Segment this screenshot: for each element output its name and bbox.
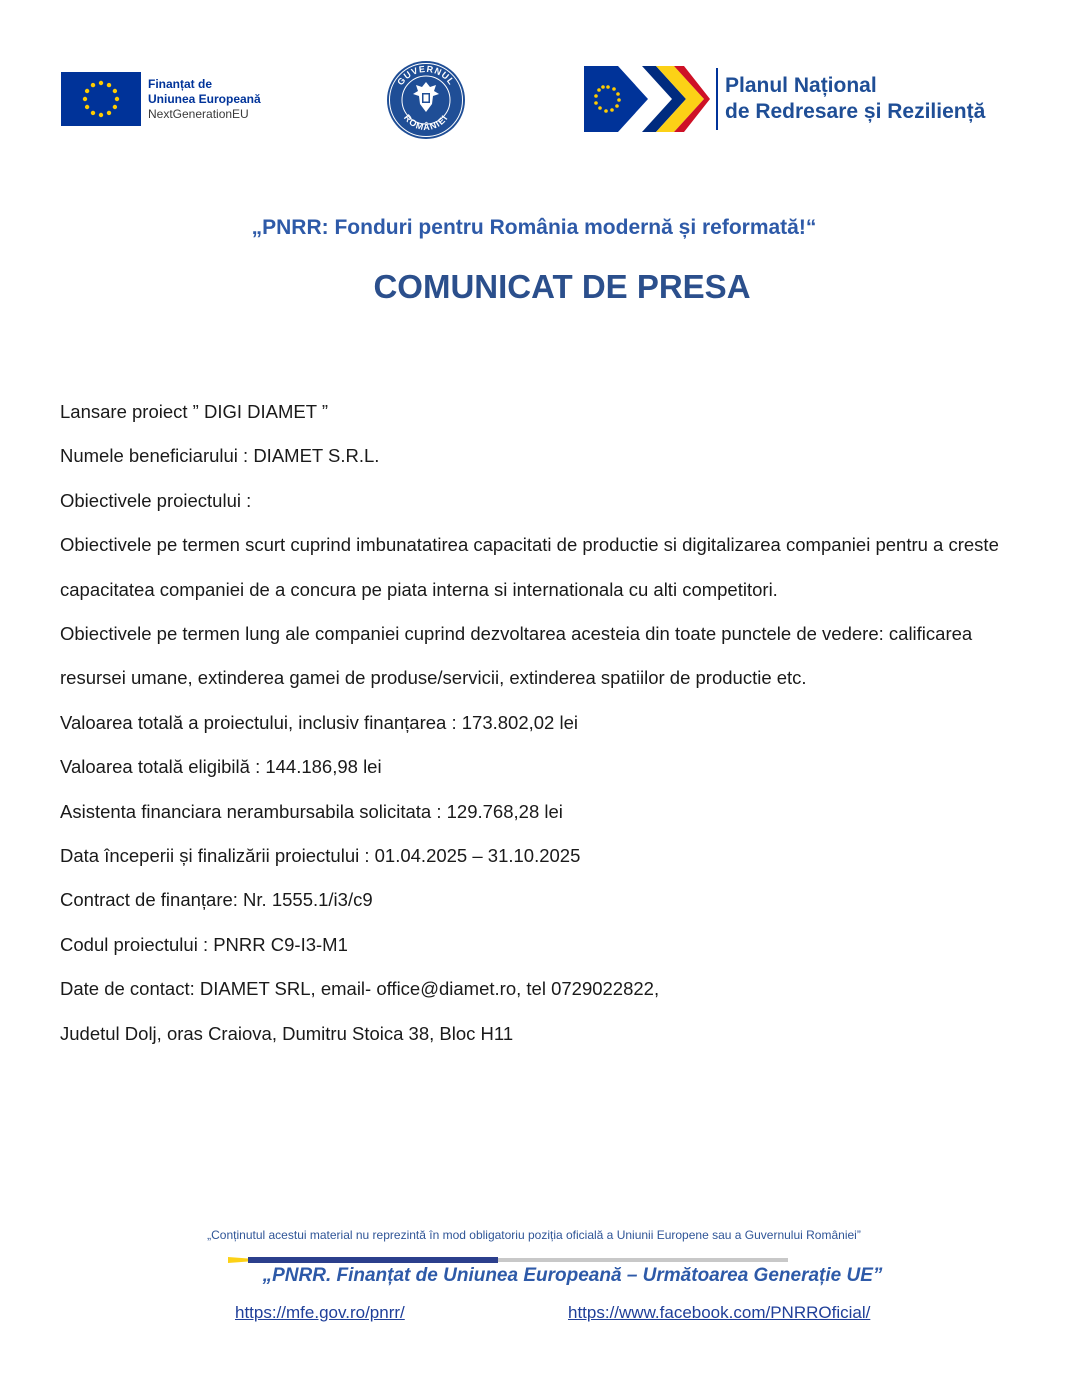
eu-logo-text bbox=[148, 77, 261, 122]
footer-slogan: „PNRR. Finanțat de Uniunea Europeană – Următoarea Generație UE” bbox=[262, 1265, 883, 1286]
seal-top-text: GUVERNUL bbox=[395, 63, 457, 88]
eu-flag-icon bbox=[61, 72, 141, 126]
mfe-pnrr-link[interactable]: https://mfe.gov.ro/pnrr/ bbox=[235, 1303, 405, 1322]
pnrr-flag-arrows-icon bbox=[584, 64, 710, 134]
pnrr-logo-text bbox=[725, 73, 985, 125]
footer-divider bbox=[228, 1250, 788, 1256]
eu-logo-line1: Finanțat de bbox=[148, 76, 213, 91]
pnrr-slogan: „PNRR: Fonduri pentru România modernă și reformată!“ bbox=[251, 216, 817, 239]
address: Judetul Dolj, oras Craiova, Dumitru Stoica 38, Bloc H11 bbox=[60, 1022, 514, 1044]
total-value: Valoarea totală a proiectului, inclusiv finanțarea : 173.802,02 lei bbox=[60, 711, 578, 733]
beneficiary: Numele beneficiarului : DIAMET S.R.L. bbox=[60, 445, 380, 467]
page-title: COMUNICAT DE PRESA bbox=[373, 268, 751, 305]
objectives-short-term: Obiectivele pe termen scurt cuprind imbunatatirea capacitati de productie si digitalizarea companiei pentru a creste capacitatea companiei de a concura pe piata interna si internationala cu alti competitori. bbox=[60, 534, 999, 600]
government-seal-icon bbox=[386, 60, 466, 140]
facebook-pnrr-link[interactable]: https://www.facebook.com/PNRROficial/ bbox=[568, 1303, 871, 1322]
contact-details: Date de contact: DIAMET SRL, email- office@diamet.ro, tel 0729022822, bbox=[60, 978, 660, 1000]
pnrr-logo bbox=[584, 64, 985, 134]
pnrr-logo-line1: Planul Național bbox=[725, 74, 877, 97]
eu-logo-line3: NextGenerationEU bbox=[148, 106, 249, 121]
project-name: Lansare proiect ” DIGI DIAMET ” bbox=[60, 401, 328, 422]
financing-contract: Contract de finanțare: Nr. 1555.1/i3/c9 bbox=[60, 889, 373, 911]
eu-logo-line2: Uniunea Europeană bbox=[148, 91, 261, 106]
project-code: Codul proiectului : PNRR C9-I3-M1 bbox=[60, 933, 348, 955]
press-release-body bbox=[60, 390, 1020, 1056]
eu-funding-logo bbox=[61, 72, 261, 126]
eligible-value: Valoarea totală eligibilă : 144.186,98 lei bbox=[60, 756, 382, 778]
pnrr-divider bbox=[716, 68, 718, 130]
project-dates: Data începerii și finalizării proiectului : 01.04.2025 – 31.10.2025 bbox=[60, 845, 581, 867]
footer-disclaimer: „Conținutul acestui material nu reprezintă în mod obligatoriu poziția oficială a Uniunii Europene sau a Guvernului României” bbox=[207, 1228, 861, 1242]
objectives-long-term: Obiectivele pe termen lung ale companiei cuprind dezvoltarea acesteia din toate punctele de vedere: calificarea resursei umane, extinderea gamei de produse/servicii, extinderea spatiilor de productie etc. bbox=[60, 623, 973, 689]
pnrr-logo-line2: de Redresare și Reziliență bbox=[725, 100, 986, 123]
government-seal-logo bbox=[386, 60, 466, 140]
grant-amount: Asistenta financiara nerambursabila solicitata : 129.768,28 lei bbox=[60, 800, 563, 822]
objectives-label: Obiectivele proiectului : bbox=[60, 489, 252, 511]
seal-bottom-text: ROMÂNIEI bbox=[401, 112, 450, 133]
